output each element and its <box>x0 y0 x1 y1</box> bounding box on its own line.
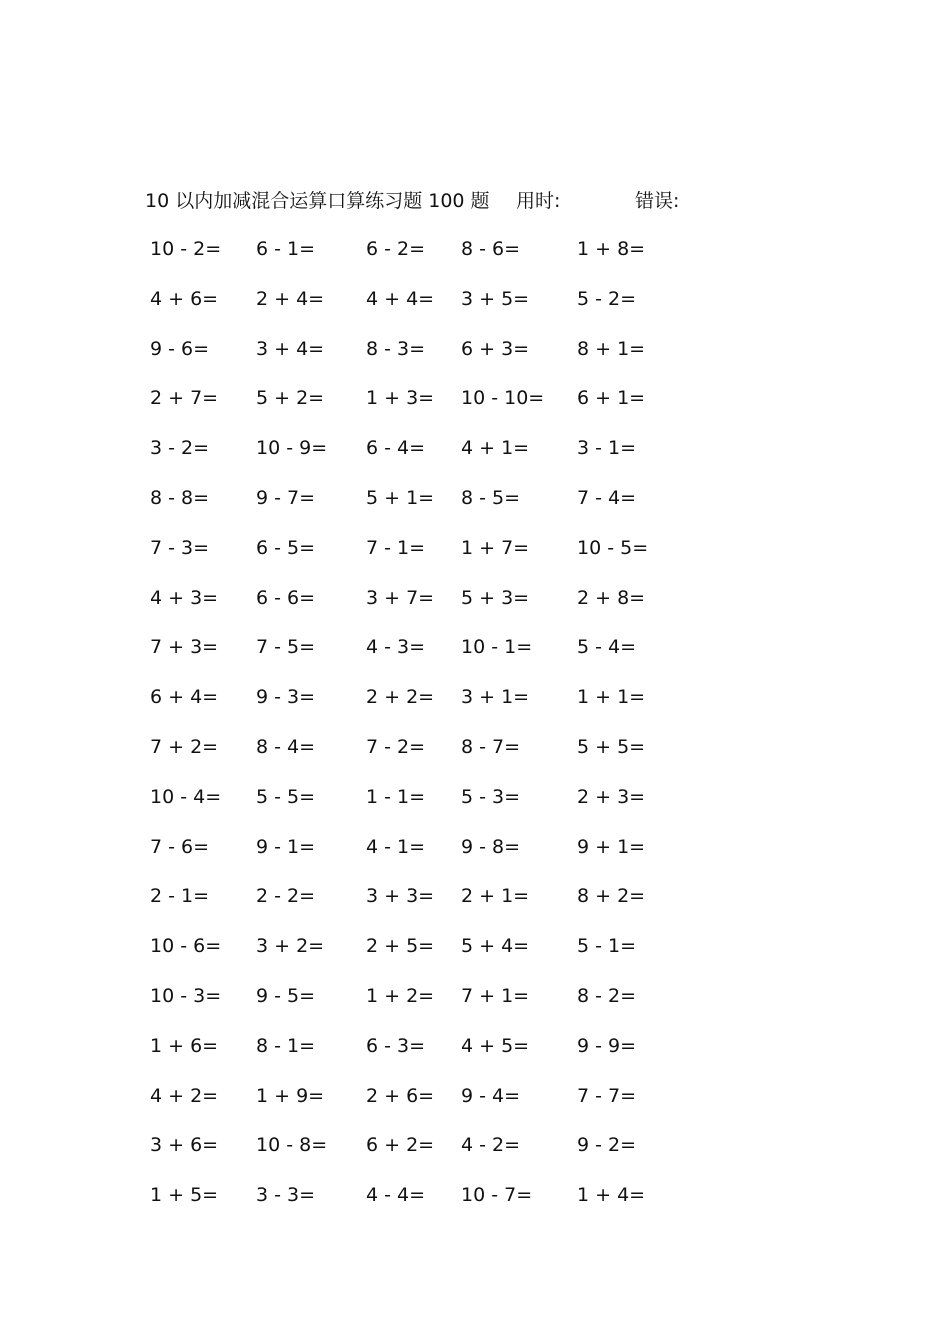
problem-item: 2 + 1= <box>461 885 530 908</box>
problem-item: 5 - 5= <box>256 785 316 808</box>
problem-item: 10 - 8= <box>256 1134 328 1157</box>
problem-item: 4 + 4= <box>366 287 435 310</box>
problem-item: 10 - 1= <box>461 636 533 659</box>
worksheet-header <box>145 186 785 216</box>
problem-item: 6 - 1= <box>256 238 316 260</box>
problem-item: 4 - 3= <box>366 636 426 659</box>
problem-item: 8 - 1= <box>256 1034 316 1057</box>
problem-item: 4 - 4= <box>366 1184 426 1207</box>
problem-item: 10 - 9= <box>256 437 328 460</box>
problem-item: 1 + 8= <box>577 238 646 260</box>
problem-item: 1 + 9= <box>256 1084 325 1107</box>
problem-item: 8 - 5= <box>461 486 521 509</box>
problem-item: 10 - 5= <box>577 536 649 559</box>
problem-item: 8 - 7= <box>461 735 521 758</box>
problem-item: 6 + 3= <box>461 337 530 360</box>
problem-item: 9 - 7= <box>256 486 316 509</box>
problem-row <box>0 1130 950 1180</box>
problem-item: 5 + 5= <box>577 735 646 758</box>
problem-item: 4 + 5= <box>461 1034 530 1057</box>
problem-item: 3 + 5= <box>461 287 530 310</box>
problem-item: 4 + 1= <box>461 437 530 460</box>
worksheet-title: 10 以内加减混合运算口算练习题 100 题 <box>145 190 490 212</box>
errors-label: 错误: <box>635 190 680 212</box>
problem-row <box>0 284 950 334</box>
problem-item: 2 + 3= <box>577 785 646 808</box>
problem-row <box>0 782 950 832</box>
time-used-label: 用时: <box>516 190 561 212</box>
problem-row <box>0 931 950 981</box>
problem-item: 3 + 3= <box>366 885 435 908</box>
problem-item: 7 + 2= <box>150 735 219 758</box>
problem-item: 8 - 6= <box>461 238 521 260</box>
problem-item: 3 - 3= <box>256 1184 316 1207</box>
problem-item: 3 + 2= <box>256 935 325 958</box>
problem-item: 10 - 7= <box>461 1184 533 1207</box>
problem-item: 5 + 4= <box>461 935 530 958</box>
problem-item: 6 - 2= <box>366 238 426 260</box>
problem-item: 2 + 2= <box>366 686 435 709</box>
problem-item: 6 + 1= <box>577 387 646 410</box>
problem-item: 7 - 2= <box>366 735 426 758</box>
problem-item: 7 - 1= <box>366 536 426 559</box>
problem-item: 7 - 7= <box>577 1084 637 1107</box>
problem-item: 9 - 8= <box>461 835 521 858</box>
problem-item: 10 - 10= <box>461 387 545 410</box>
problem-item: 10 - 2= <box>150 238 222 260</box>
problem-row <box>0 583 950 633</box>
problem-item: 2 + 7= <box>150 387 219 410</box>
problem-item: 3 + 7= <box>366 586 435 609</box>
problem-item: 9 - 9= <box>577 1034 637 1057</box>
problem-item: 9 - 2= <box>577 1134 637 1157</box>
problem-item: 3 - 2= <box>150 437 210 460</box>
problem-row <box>0 533 950 583</box>
problem-item: 3 + 1= <box>461 686 530 709</box>
problem-item: 10 - 6= <box>150 935 222 958</box>
problem-row <box>0 832 950 882</box>
problem-item: 6 - 6= <box>256 586 316 609</box>
problem-item: 5 + 1= <box>366 486 435 509</box>
problem-item: 7 - 4= <box>577 486 637 509</box>
problem-row <box>0 483 950 533</box>
problem-item: 7 + 3= <box>150 636 219 659</box>
problem-item: 4 - 1= <box>366 835 426 858</box>
problem-row <box>0 383 950 433</box>
problem-item: 10 - 3= <box>150 984 222 1007</box>
problem-item: 4 + 6= <box>150 287 219 310</box>
problem-item: 6 - 5= <box>256 536 316 559</box>
problem-item: 1 + 1= <box>577 686 646 709</box>
problem-row <box>0 1081 950 1131</box>
problem-item: 8 - 8= <box>150 486 210 509</box>
problem-item: 1 + 3= <box>366 387 435 410</box>
problem-item: 9 - 6= <box>150 337 210 360</box>
problem-item: 2 + 4= <box>256 287 325 310</box>
problem-item: 2 + 5= <box>366 935 435 958</box>
problem-row <box>0 682 950 732</box>
problem-item: 7 - 6= <box>150 835 210 858</box>
problem-item: 7 + 1= <box>461 984 530 1007</box>
problem-item: 8 + 2= <box>577 885 646 908</box>
problem-item: 2 - 1= <box>150 885 210 908</box>
problem-item: 6 - 3= <box>366 1034 426 1057</box>
problem-item: 9 - 3= <box>256 686 316 709</box>
problem-item: 2 + 8= <box>577 586 646 609</box>
problem-row <box>0 1031 950 1081</box>
problem-item: 9 - 1= <box>256 835 316 858</box>
problem-item: 1 + 2= <box>366 984 435 1007</box>
problem-row <box>0 234 950 284</box>
problem-item: 1 + 7= <box>461 536 530 559</box>
problem-item: 8 - 4= <box>256 735 316 758</box>
problem-item: 1 - 1= <box>366 785 426 808</box>
problem-item: 10 - 4= <box>150 785 222 808</box>
problem-item: 6 + 4= <box>150 686 219 709</box>
problem-item: 2 + 6= <box>366 1084 435 1107</box>
problem-row <box>0 981 950 1031</box>
problem-item: 8 - 3= <box>366 337 426 360</box>
problem-row <box>0 881 950 931</box>
problem-item: 8 - 2= <box>577 984 637 1007</box>
problem-row <box>0 334 950 384</box>
problem-item: 5 - 2= <box>577 287 637 310</box>
problem-item: 9 + 1= <box>577 835 646 858</box>
problem-item: 6 - 4= <box>366 437 426 460</box>
problem-item: 2 - 2= <box>256 885 316 908</box>
problem-item: 8 + 1= <box>577 337 646 360</box>
problem-item: 3 + 4= <box>256 337 325 360</box>
problem-item: 3 + 6= <box>150 1134 219 1157</box>
problem-item: 5 + 2= <box>256 387 325 410</box>
problem-item: 7 - 3= <box>150 536 210 559</box>
problem-item: 4 - 2= <box>461 1134 521 1157</box>
problem-item: 9 - 4= <box>461 1084 521 1107</box>
problem-item: 7 - 5= <box>256 636 316 659</box>
problem-item: 1 + 4= <box>577 1184 646 1207</box>
problem-item: 1 + 6= <box>150 1034 219 1057</box>
problem-item: 3 - 1= <box>577 437 637 460</box>
problem-row <box>0 433 950 483</box>
problem-row <box>0 1180 950 1230</box>
problem-item: 5 - 1= <box>577 935 637 958</box>
problem-item: 9 - 5= <box>256 984 316 1007</box>
problem-grid <box>0 234 950 1230</box>
problem-item: 4 + 3= <box>150 586 219 609</box>
problem-item: 4 + 2= <box>150 1084 219 1107</box>
problem-item: 1 + 5= <box>150 1184 219 1207</box>
problem-row <box>0 632 950 682</box>
problem-item: 6 + 2= <box>366 1134 435 1157</box>
problem-item: 5 - 3= <box>461 785 521 808</box>
problem-item: 5 - 4= <box>577 636 637 659</box>
problem-item: 5 + 3= <box>461 586 530 609</box>
problem-row <box>0 732 950 782</box>
